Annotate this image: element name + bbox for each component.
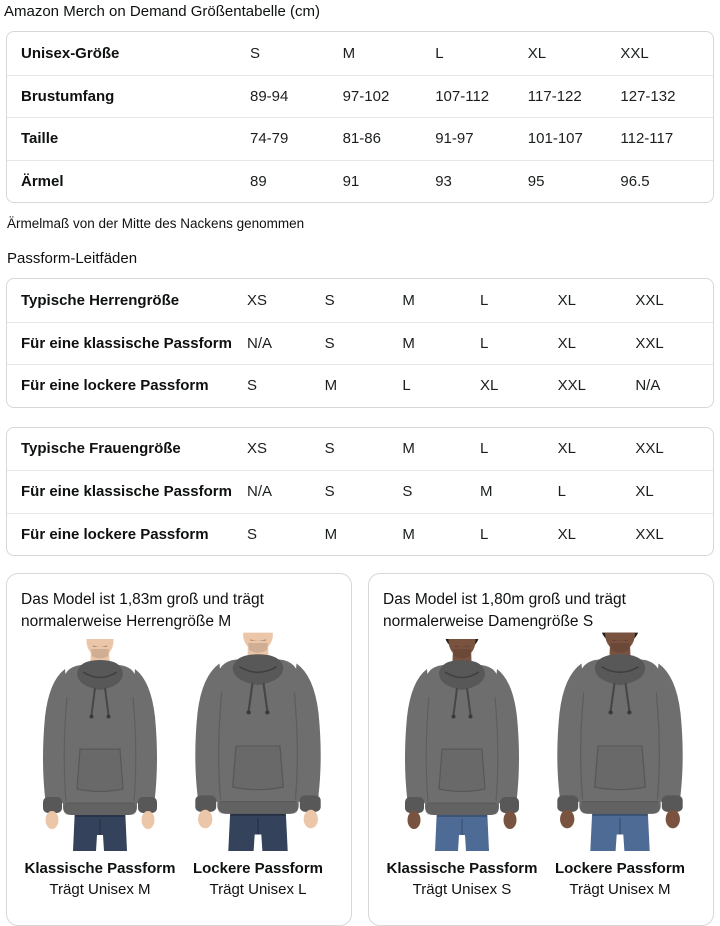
measurement-cell: 89 <box>250 172 267 190</box>
female-model-classic-fit-photo <box>387 639 537 851</box>
measurement-cell: 91 <box>342 172 360 190</box>
measurement-cell: 96.5 <box>620 172 650 190</box>
fit-size-cell: XL <box>557 334 577 352</box>
fit-size-cell: XL <box>557 440 577 458</box>
fit-size-cell: XL <box>557 291 577 309</box>
fit-size-cell: XL <box>635 483 654 501</box>
measurement-cell: 112-117 <box>620 130 674 148</box>
row-label: Für eine lockere Passform <box>21 377 209 395</box>
measurement-cell: 81-86 <box>342 130 381 148</box>
table-row <box>7 322 713 365</box>
model-description: Das Model ist 1,83m groß und trägt normalerweise Herrengröße M <box>21 591 264 630</box>
fit-size-cell: L <box>557 483 566 501</box>
male-model-loose-fit-photo <box>176 633 341 851</box>
table-row <box>7 279 713 322</box>
mens-fit-table <box>6 278 714 408</box>
fit-size-cell: M <box>402 291 415 309</box>
measurement-cell: 117-122 <box>527 87 582 105</box>
size-column-header: S <box>250 44 261 62</box>
fit-label: Lockere Passform <box>554 860 686 877</box>
size-column-header: XL <box>527 44 547 62</box>
size-column-header: L <box>435 44 444 62</box>
fit-size-cell: M <box>402 440 415 458</box>
worn-size-label: Trägt Unisex S <box>412 881 512 898</box>
fit-size-cell: N/A <box>247 334 273 352</box>
mens-classic-fit-figure <box>21 639 179 901</box>
fit-size-cell: S <box>324 334 335 352</box>
row-label: Unisex-Größe <box>21 44 120 62</box>
row-label: Brustumfang <box>21 87 115 105</box>
measurement-cell: 127-132 <box>620 87 676 105</box>
table-row <box>7 160 713 203</box>
fit-size-cell: M <box>402 334 415 352</box>
fit-label: Klassische Passform <box>24 860 176 877</box>
mens-loose-fit-figure <box>179 639 337 901</box>
fit-size-cell: S <box>324 291 335 309</box>
size-column-header: M <box>342 44 356 62</box>
fit-size-cell: L <box>479 525 489 543</box>
fit-size-cell: N/A <box>635 377 661 395</box>
womens-model-card <box>368 573 714 926</box>
table-header-row <box>7 32 713 75</box>
table-row <box>7 470 713 513</box>
model-cards <box>6 573 714 926</box>
fit-size-cell: N/A <box>247 483 273 501</box>
model-description: Das Model ist 1,80m groß und trägt normalerweise Damengröße S <box>383 591 626 630</box>
fit-size-cell: S <box>324 483 335 501</box>
table-row <box>7 513 713 556</box>
fit-size-cell: S <box>247 525 258 543</box>
size-measurements-table <box>6 31 714 203</box>
fit-size-cell: XL <box>479 377 499 395</box>
fit-label: Klassische Passform <box>386 860 538 877</box>
fit-size-cell: S <box>324 440 335 458</box>
fit-size-cell: L <box>479 334 489 352</box>
male-model-classic-fit-photo <box>25 639 175 851</box>
mens-model-card <box>6 573 352 926</box>
fit-size-cell: XXL <box>635 525 664 543</box>
sleeve-measurement-note: Ärmelmaß von der Mitte des Nackens genommen <box>7 216 305 231</box>
measurement-cell: 74-79 <box>250 130 289 148</box>
row-label: Typische Frauengröße <box>21 440 181 458</box>
table-row <box>7 75 713 118</box>
womens-fit-table <box>6 427 714 557</box>
fit-guides-heading: Passform-Leitfäden <box>7 250 138 267</box>
worn-size-label: Trägt Unisex M <box>49 881 151 898</box>
measurement-cell: 95 <box>527 172 545 190</box>
womens-classic-fit-figure <box>383 639 541 901</box>
row-label: Für eine lockere Passform <box>21 525 209 543</box>
fit-size-cell: XXL <box>635 291 664 309</box>
female-model-loose-fit-photo <box>538 633 703 851</box>
row-label: Für eine klassische Passform <box>21 334 232 352</box>
row-label: Für eine klassische Passform <box>21 483 232 501</box>
fit-size-cell: XL <box>557 525 577 543</box>
fit-size-cell: M <box>402 525 415 543</box>
fit-size-cell: XXL <box>635 334 664 352</box>
fit-size-cell: L <box>479 440 489 458</box>
measurement-cell: 91-97 <box>435 130 474 148</box>
row-label: Typische Herrengröße <box>21 291 180 309</box>
table-row <box>7 364 713 407</box>
row-label: Taille <box>21 130 59 148</box>
measurement-cell: 107-112 <box>435 87 490 105</box>
table-row <box>7 117 713 160</box>
worn-size-label: Trägt Unisex L <box>209 881 307 898</box>
fit-size-cell: L <box>402 377 411 395</box>
measurement-cell: 101-107 <box>527 130 583 148</box>
fit-size-cell: XXL <box>635 440 664 458</box>
table-row <box>7 428 713 471</box>
fit-label: Lockere Passform <box>192 860 324 877</box>
fit-size-cell: XS <box>247 291 268 309</box>
fit-size-cell: S <box>247 377 258 395</box>
fit-size-cell: M <box>324 377 338 395</box>
fit-size-cell: L <box>479 291 489 309</box>
fit-size-cell: M <box>324 525 338 543</box>
page-title: Amazon Merch on Demand Größentabelle (cm) <box>4 3 320 20</box>
worn-size-label: Trägt Unisex M <box>569 881 671 898</box>
measurement-cell: 89-94 <box>250 87 289 105</box>
measurement-cell: 97-102 <box>342 87 390 105</box>
fit-size-cell: M <box>479 483 493 501</box>
fit-size-cell: XS <box>247 440 268 458</box>
row-label: Ärmel <box>21 172 64 190</box>
fit-size-cell: S <box>402 483 413 501</box>
size-column-header: XXL <box>620 44 649 62</box>
womens-loose-fit-figure <box>541 639 699 901</box>
measurement-cell: 93 <box>435 172 452 190</box>
fit-size-cell: XXL <box>557 377 587 395</box>
